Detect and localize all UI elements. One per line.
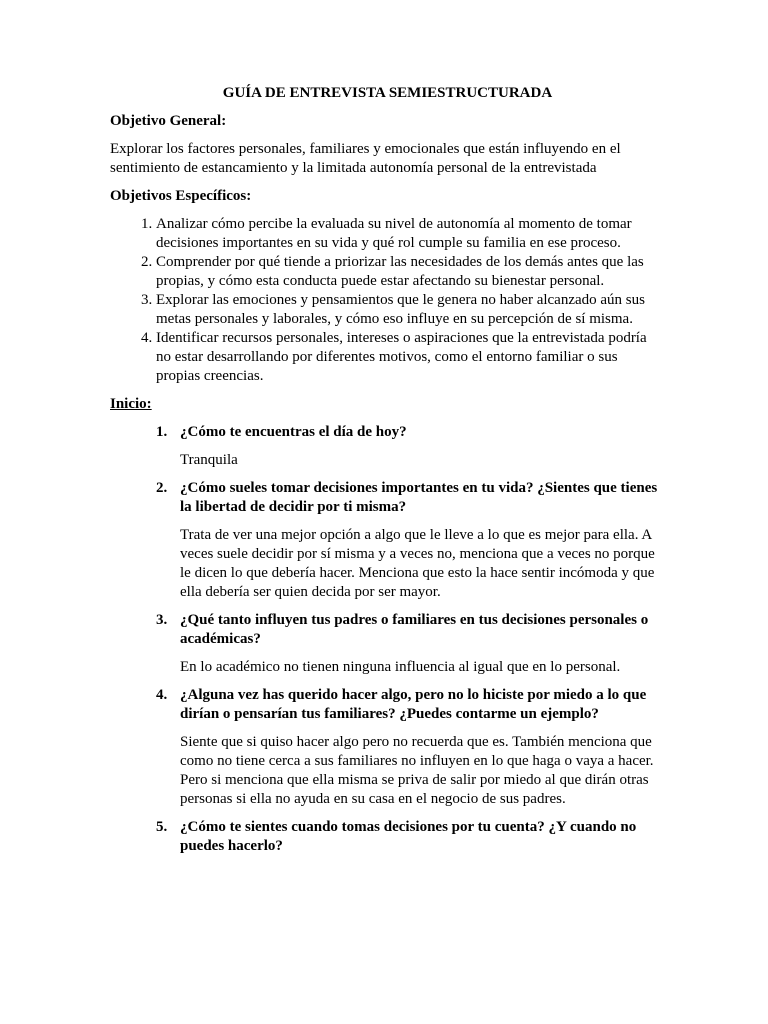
specific-objectives-heading: Objetivos Específicos: [110,188,252,204]
answer-text: Tranquila [180,452,238,468]
question-text: ¿Qué tanto influyen tus padres o familiares en tus decisiones personales o académicas? [180,612,649,647]
specific-objective-item: 2. Comprender por qué tiende a priorizar las necesidades de los demás antes que las propias, y cómo esta conducta puede estar afectando su bienestar personal. [156,253,665,291]
general-objective-text: Explorar los factores personales, familiares y emocionales que están influyendo en el sentimiento de estancamiento y la limitada autonomía personal de la entrevistada [110,141,621,176]
question-text: ¿Cómo sueles tomar decisiones importantes en tu vida? ¿Sientes que tienes la libertad de decidir por ti misma? [180,480,658,515]
interview-questions [110,423,665,856]
question-text: ¿Alguna vez has querido hacer algo, pero no lo hiciste por miedo a lo que dirían o pensarían tus familiares? ¿Puedes contarme un ejemplo? [180,687,647,722]
question-item [110,611,665,677]
specific-objective-item: 1. Analizar cómo percibe la evaluada su nivel de autonomía al momento de tomar decisiones importantes en su vida y qué rol cumple su familia en ese proceso. [156,215,665,253]
answer-text: Siente que si quiso hacer algo pero no recuerda que es. También menciona que como no tiene cerca a sus familiares no influyen en lo que haga o vaya a hacer. Pero si menciona que ella misma se priva de salir por miedo al que dirán otras personas si ella no ayuda en su casa en el negocio de sus padres. [180,734,654,807]
general-objective-heading: Objetivo General: [110,113,227,129]
question-item [110,423,665,470]
specific-objective-item: 3. Explorar las emociones y pensamientos que le genera no haber alcanzado aún sus metas personales y laborales, y cómo eso influye en su percepción de sí misma. [156,291,665,329]
answer-text: Trata de ver una mejor opción a algo que le lleve a lo que es mejor para ella. A veces suele decidir por sí misma y a veces no, menciona que a veces no porque le dicen lo que debería hacer. Menciona que esto la hace sentir incómoda y que ella debería ser quien decida por ser mayor. [180,527,655,600]
document-title: GUÍA DE ENTREVISTA SEMIESTRUCTURADA [222,85,553,101]
question-number: 1. [156,424,168,440]
document-page [110,84,665,865]
question-item [110,818,665,856]
specific-objective-item: 4. Identificar recursos personales, intereses o aspiraciones que la entrevistada podría no estar desarrollando por diferentes motivos, como el entorno familiar o sus propias creencias. [156,329,665,386]
question-text: ¿Cómo te sientes cuando tomas decisiones por tu cuenta? ¿Y cuando no puedes hacerlo? [180,819,637,854]
question-text: ¿Cómo te encuentras el día de hoy? [180,424,407,440]
question-number: 5. [156,819,168,835]
question-number: 3. [156,612,168,628]
specific-objectives-list [110,215,665,386]
answer-text: En lo académico no tienen ninguna influencia al igual que en lo personal. [180,659,621,675]
question-number: 4. [156,687,168,703]
start-heading: Inicio: [110,396,152,412]
question-number: 2. [156,480,168,496]
question-item [110,479,665,602]
question-item [110,686,665,809]
